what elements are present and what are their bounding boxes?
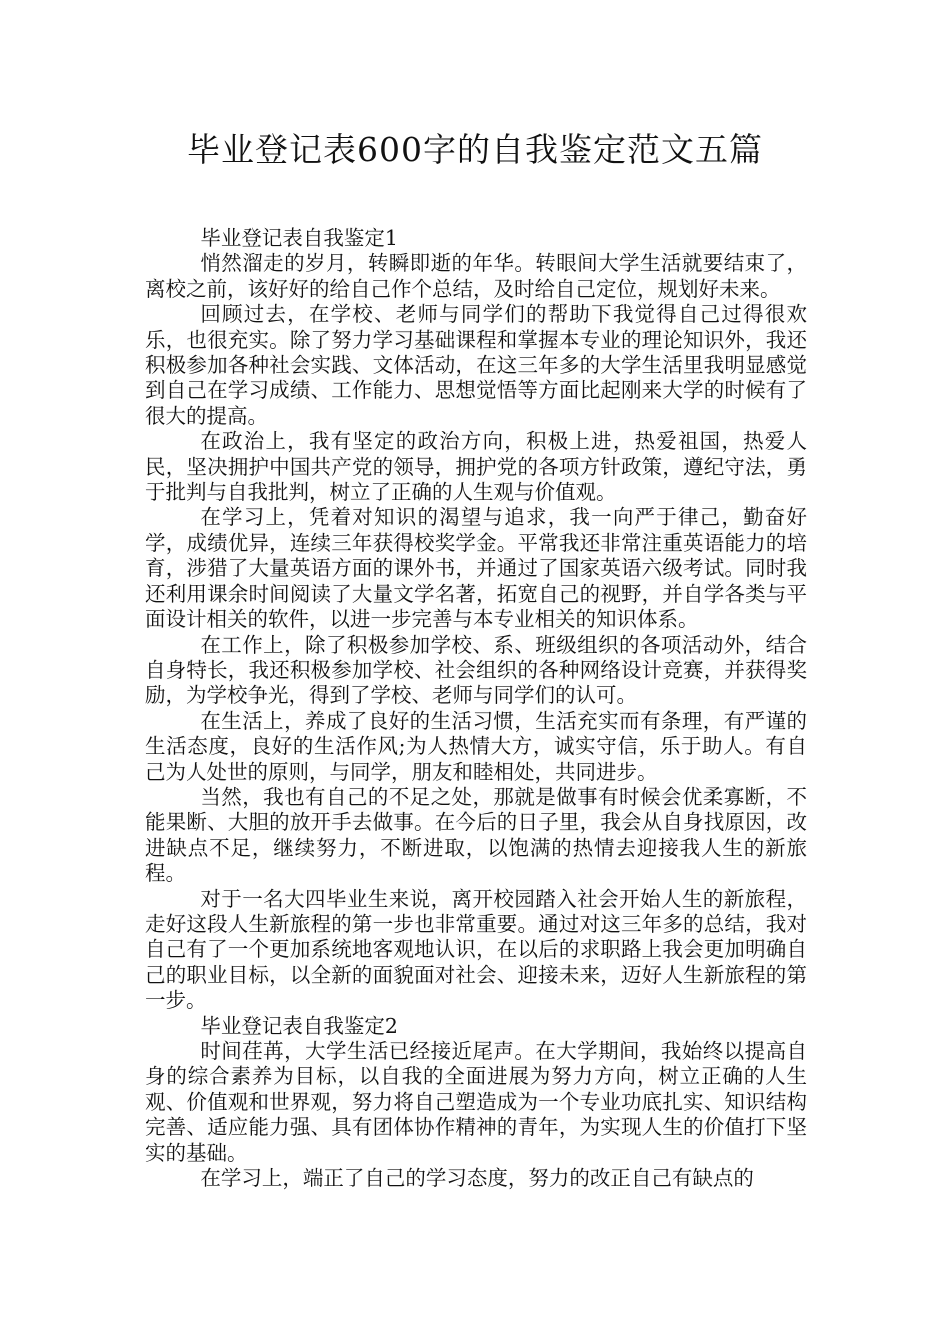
paragraph: 对于一名大四毕业生来说，离开校园踏入社会开始人生的新旅程，走好这段人生新旅程的第一步也非常重要。通过对这三年多的总结，我对自己有了一个更加系统地客观地认识，在以后的求职路上我会更加明确自己的职业目标，以全新的面貌面对社会、迎接未来，迈好人生新旅程的第一步。 [145,886,807,1013]
paragraph: 在工作上，除了积极参加学校、系、班级组织的各项活动外，结合自身特长，我还积极参加学校、社会组织的各种网络设计竞赛，并获得奖励，为学校争光，得到了学校、老师与同学们的认可。 [145,632,807,708]
section-heading: 毕业登记表自我鉴定2 [200,1013,398,1038]
paragraph: 悄然溜走的岁月，转瞬即逝的年华。转眼间大学生活就要结束了，离校之前，该好好的给自己作个总结，及时给自己定位，规划好未来。 [145,251,807,301]
document-title: 毕业登记表600字的自我鉴定范文五篇 [187,130,763,169]
paragraph: 在学习上，端正了自己的学习态度，努力的改正自己有缺点的 [200,1166,754,1191]
paragraph: 在学习上，凭着对知识的渴望与追求，我一向严于律己，勤奋好学，成绩优异，连续三年获得校奖学金。平常我还非常注重英语能力的培育，涉猎了大量英语方面的课外书，并通过了国家英语六级考试。同时我还利用课余时间阅读了大量文学名著，拓宽自己的视野，并自学各类与平面设计相关的软件，以进一步完善与本专业相关的知识体系。 [145,505,807,632]
paragraph: 在生活上，养成了良好的生活习惯，生活充实而有条理，有严谨的生活态度，良好的生活作风;为人热情大方，诚实守信，乐于助人。有自己为人处世的原则，与同学，朋友和睦相处，共同进步。 [145,708,807,784]
paragraph: 回顾过去，在学校、老师与同学们的帮助下我觉得自己过得很欢乐，也很充实。除了努力学习基础课程和掌握本专业的理论知识外，我还积极参加各种社会实践、文体活动，在这三年多的大学生活里我明显感觉到自己在学习成绩、工作能力、思想觉悟等方面比起刚来大学的时候有了很大的提高。 [145,302,807,428]
paragraph: 在政治上，我有坚定的政治方向，积极上进，热爱祖国，热爱人民，坚决拥护中国共产党的领导，拥护党的各项方针政策，遵纪守法，勇于批判与自我批判，树立了正确的人生观与价值观。 [145,429,807,505]
paragraph: 当然，我也有自己的不足之处，那就是做事有时候会优柔寡断，不能果断、大胆的放开手去做事。在今后的日子里，我会从自身找原因，改进缺点不足，继续努力，不断进取，以饱满的热情去迎接我人生的新旅程。 [145,784,807,886]
paragraph: 时间荏苒，大学生活已经接近尾声。在大学期间，我始终以提高自身的综合素养为目标，以自我的全面进展为努力方向，树立正确的人生观、价值观和世界观，努力将自己塑造成为一个专业功底扎实、知识结构完善、适应能力强、具有团体协作精神的青年，为实现人生的价值打下坚实的基础。 [145,1039,807,1165]
section-heading: 毕业登记表自我鉴定1 [200,226,398,250]
document-body [145,226,807,1191]
